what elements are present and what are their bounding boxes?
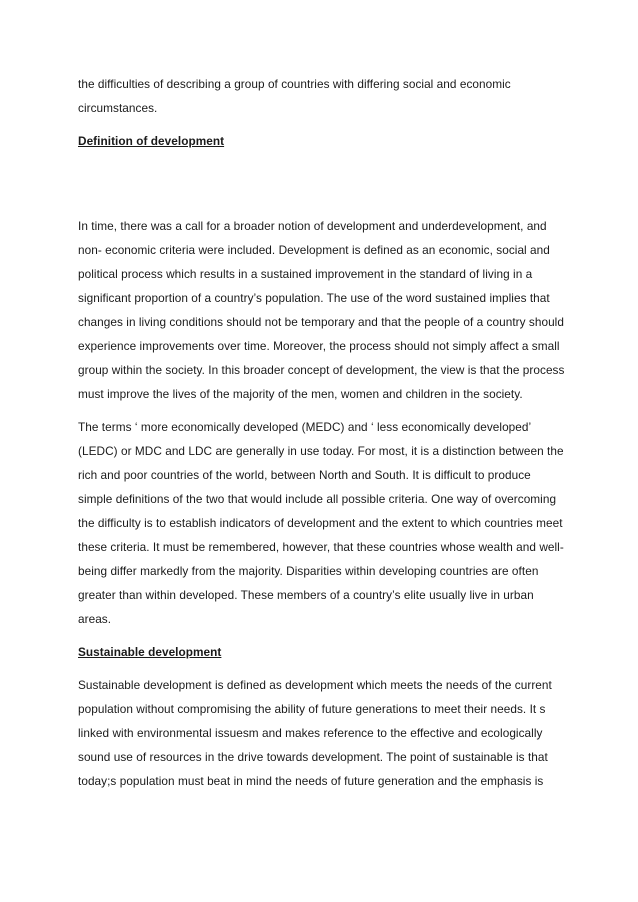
heading-definition-of-development: Definition of development [78,134,225,148]
paragraph-medc-ledc: The terms ‘ more economically developed (MEDC) and ‘ less economically developed’ (LEDC) or MDC and LDC are generally in use today. For most, it is a distinction between the rich and poor countries of the world, between North and South. It is difficult to produce simple definitions of the two that would include all possible criteria. One way of overcoming the difficulty is to establish indicators of development and the extent to which countries meet these criteria. It must be remembered, however, that these countries whose wealth and well-being differ markedly from the majority. Disparities within developing countries are often greater than within developed. These members of a country’s elite usually live in urban areas. [78,420,564,626]
intro-paragraph: the difficulties of describing a group of countries with differing social and economic circumstances. [78,77,511,115]
heading-sustainable-development: Sustainable development [78,645,222,659]
paragraph-sustainable-development: Sustainable development is defined as development which meets the needs of the current population without compromising the ability of future generations to meet their needs. It s linked with environmental issuesm and makes reference to the effective and ecologically sound use of resources in the drive towards development. The point of sustainable is that today;s population must beat in mind the needs of future generation and the emphasis is [78,678,552,788]
paragraph-development-definition: In time, there was a call for a broader notion of development and underdevelopment, and non- economic criteria were included. Development is defined as an economic, social and political process which results in a sustained improvement in the standard of living in a significant proportion of a country’s population. The use of the word sustained implies that changes in living conditions should not be temporary and that the people of a country should experience improvements over time. Moreover, the process should not simply affect a small group within the society. In this broader concept of development, the view is that the process must improve the lives of the majority of the men, women and children in the society. [78,219,565,401]
document-body [78,72,568,793]
